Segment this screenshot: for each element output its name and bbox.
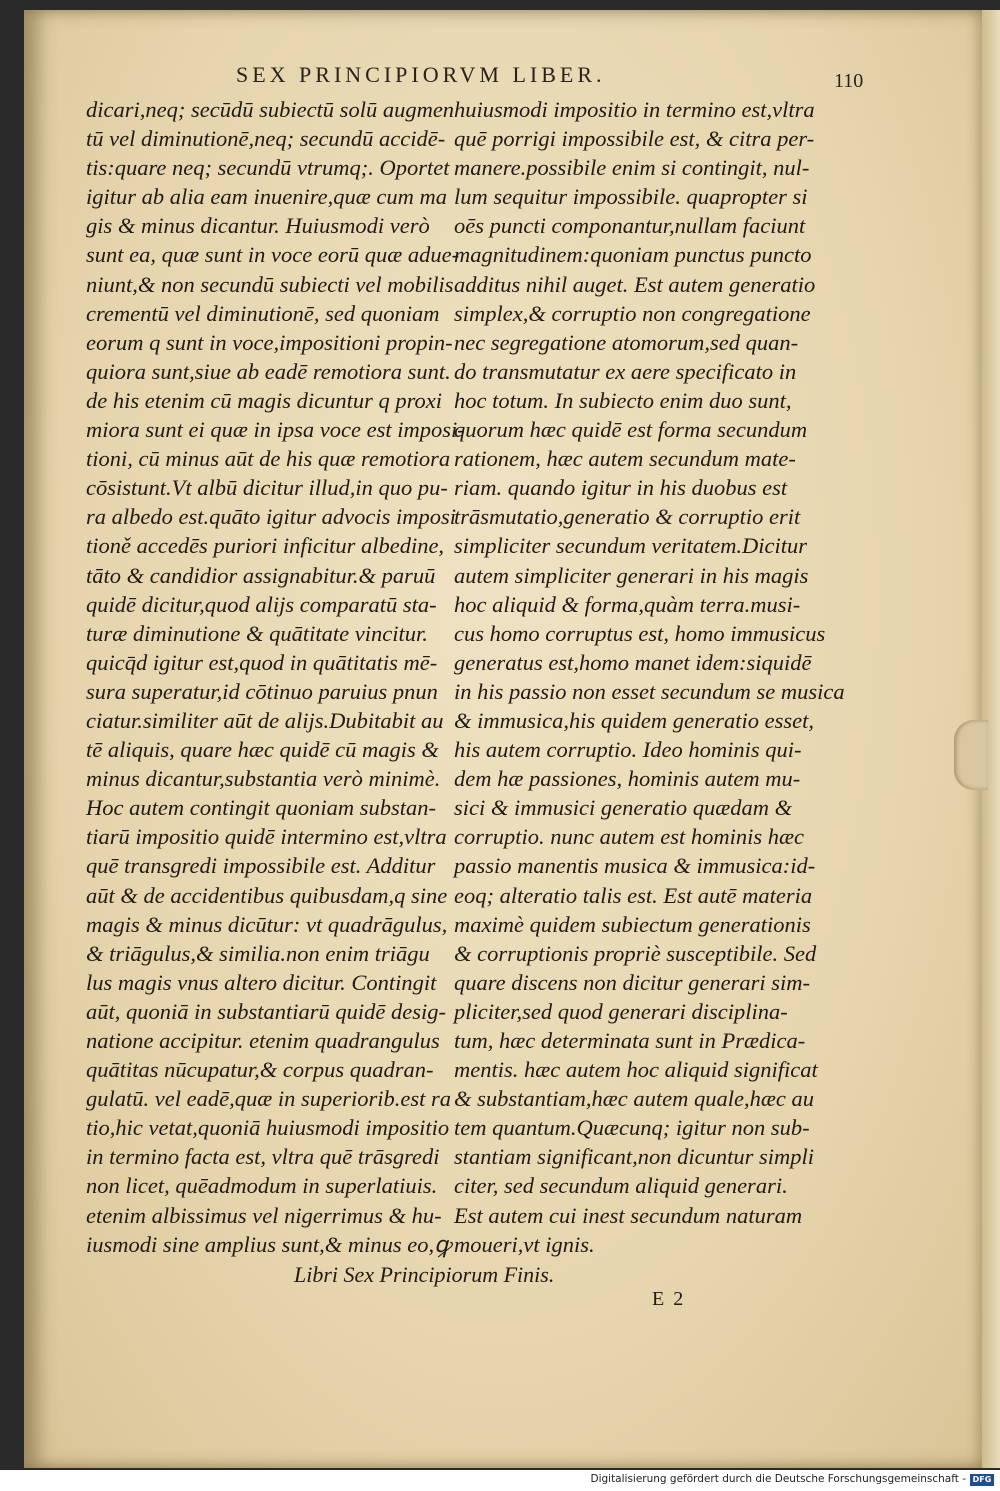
text-line: & corruptionis propriè susceptibile. Sed [454, 940, 817, 966]
text-line: tioně accedēs puriori inficitur albedine, [86, 533, 445, 559]
text-line: turæ diminutione & quātitate vincitur. [86, 620, 428, 646]
dfg-logo-icon: DFG [970, 1474, 994, 1486]
text-line: in termino facta est, vltra quē trāsgredi [86, 1144, 440, 1170]
text-line: dem hæ passiones, hominis autem mu- [454, 766, 801, 792]
text-line: iusmodi sine amplius sunt,& minus eo,ꝙ [86, 1231, 452, 1257]
text-line: quiora sunt,siue ab eadē remotiora sunt. [86, 358, 451, 384]
text-line: tū vel diminutionē,neq; secundū accidē- [86, 126, 446, 152]
text-line: magis & minus dicūtur: vt quadrāgulus, [86, 911, 448, 937]
text-line: niunt,& non secundū subiecti vel mobilis [86, 271, 454, 297]
text-line: citer, sed secundum aliquid generari. [454, 1173, 788, 1199]
text-line: quē porrigi impossibile est, & citra per- [454, 126, 815, 152]
text-line: do transmutatur ex aere specificato in [454, 358, 797, 384]
text-line: tis:quare neq; secundū vtrumq;. Oportet [86, 155, 450, 181]
text-line: cōsistunt.Vt albū dicitur illud,in quo pu- [86, 475, 448, 501]
running-head: SEX PRINCIPIORVM LIBER. [236, 62, 606, 87]
text-line: rationem, hæc autem secundum mate- [454, 446, 796, 472]
text-line: aūt, quoniā in substantiarū quidē desig- [86, 998, 446, 1024]
text-line: tāto & candidior assignabitur.& paruū [86, 562, 436, 588]
text-line: hoc aliquid & forma,quàm terra.musi- [454, 591, 801, 617]
colophon: Libri Sex Principiorum Finis. [294, 1262, 555, 1287]
text-line: igitur ab alia eam inuenire,quæ cum ma [86, 184, 448, 210]
text-line: generatus est,homo manet idem:siquidē [454, 649, 812, 675]
text-line: etenim albissimus vel nigerrimus & hu- [86, 1202, 442, 1228]
text-line: tem quantum.Quæcunq; igitur non sub- [454, 1115, 810, 1141]
text-line: miora sunt ei quæ in ipsa voce est imposi- [86, 417, 465, 443]
text-line: crementū vel diminutionē, sed quoniam [86, 300, 440, 326]
text-line: huiusmodi impositio in termino est,vltra [454, 97, 815, 122]
text-line: tioni, cū minus aūt de his quæ remotiora [86, 446, 451, 472]
text-line: quātitas nūcupatur,& corpus quadran- [86, 1057, 434, 1083]
text-line: sura superatur,id cōtinuo paruius pnun [86, 678, 438, 704]
text-column-left [86, 95, 465, 1259]
text-line: gis & minus dicantur. Huiusmodi verò [86, 213, 430, 239]
text-line: & triāgulus,& similia.non enim triāgu [86, 940, 430, 966]
text-line: manere.possibile enim si contingit, nul- [454, 155, 810, 181]
text-line: Est autem cui inest secundum naturam [454, 1202, 803, 1228]
text-line: trāsmutatio,generatio & corruptio erit [454, 504, 801, 530]
text-line: hoc totum. In subiecto enim duo sunt, [454, 387, 792, 413]
text-line: autem simpliciter generari in his magis [454, 562, 809, 588]
folio-number: 110 [834, 70, 864, 92]
text-line: tum, hæc determinata sunt in Prædica- [454, 1028, 806, 1053]
text-line: riam. quando igitur in his duobus est [454, 475, 788, 501]
text-line: natione accipitur. etenim quadrangulus [86, 1028, 440, 1053]
text-line: Hoc autem contingit quoniam substan- [86, 795, 436, 821]
text-line: simpliciter secundum veritatem.Dicitur [454, 533, 808, 559]
text-line: pliciter,sed quod generari disciplina- [454, 998, 788, 1024]
text-column-right [454, 95, 845, 1259]
digitization-footer [0, 1470, 1000, 1491]
text-line: maximè quidem subiectum generationis [454, 911, 811, 937]
text-line: moueri,vt ignis. [454, 1231, 595, 1257]
text-line: sici & immusici generatio quædam & [454, 795, 793, 821]
text-line: gulatū. vel eadē,quæ in superiorib.est ra [86, 1086, 451, 1112]
text-line: dicari,neq; secūdū subiectū solū augmen [86, 97, 455, 122]
text-line: oēs puncti componantur,nullam faciunt [454, 213, 806, 239]
text-line: ciatur.similiter aūt de alijs.Dubitabit au [86, 707, 444, 733]
text-line: & substantiam,hæc autem quale,hæc au [454, 1086, 814, 1112]
text-line: mentis. hæc autem hoc aliquid significat [454, 1057, 818, 1083]
text-line: quē transgredi impossibile est. Additur [86, 853, 436, 879]
text-line: lus magis vnus altero dicitur. Contingit [86, 969, 437, 995]
text-line: passio manentis musica & immusica:id- [454, 853, 816, 879]
text-line: corruptio. nunc autem est hominis hæc [454, 824, 804, 850]
text-line: magnitudinem:quoniam punctus puncto [454, 242, 812, 268]
text-line: additus nihil auget. Est autem generatio [454, 271, 816, 297]
text-line: non licet, quēadmodum in superlatiuis. [86, 1173, 438, 1199]
text-line: nec segregatione atomorum,sed quan- [454, 329, 799, 355]
text-line: lum sequitur impossibile. quapropter si [454, 184, 808, 210]
text-line: tio,hic vetat,quoniā huiusmodi impositio [86, 1115, 450, 1141]
text-line: quare discens non dicitur generari sim- [454, 969, 811, 995]
text-line: cus homo corruptus est, homo immusicus [454, 620, 826, 646]
text-line: minus dicantur,substantia verò minimè. [86, 766, 441, 792]
text-line: his autem corruptio. Ideo hominis qui- [454, 737, 802, 763]
text-line: eoq; alteratio talis est. Est autē materia [454, 882, 813, 908]
text-line: quicq̄d igitur est,quod in quātitatis mē- [86, 649, 438, 675]
text-line: in his passio non esset secundum se musica [454, 678, 845, 704]
text-line: sunt ea, quæ sunt in voce eorū quæ adue- [86, 242, 460, 268]
text-line: aūt & de accidentibus quibusdam,q sine [86, 882, 448, 908]
text-line: eorum q sunt in voce,impositioni propin- [86, 329, 453, 355]
page-tab [954, 720, 988, 790]
text-line: quorum hæc quidē est forma secundum [454, 417, 808, 443]
text-line: tē aliquis, quare hæc quidē cū magis & [86, 737, 439, 763]
text-line: & immusica,his quidem generatio esset, [454, 707, 814, 733]
text-line: quidē dicitur,quod alijs comparatū sta- [86, 591, 437, 617]
text-line: ra albedo est.quāto igitur advocis imposi [86, 504, 456, 530]
book-page [24, 10, 982, 1468]
text-line: tiarū impositio quidē intermino est,vltra [86, 824, 447, 850]
funding-credit: Digitalisierung gefördert durch die Deutsche Forschungsgemeinschaft - [590, 1473, 966, 1485]
text-line: simplex,& corruptio non congregatione [454, 300, 811, 326]
text-line: stantiam significant,non dicuntur simpli [454, 1144, 815, 1170]
text-line: de his etenim cū magis dicuntur q proxi [86, 387, 442, 413]
signature-mark: E 2 [652, 1288, 686, 1310]
